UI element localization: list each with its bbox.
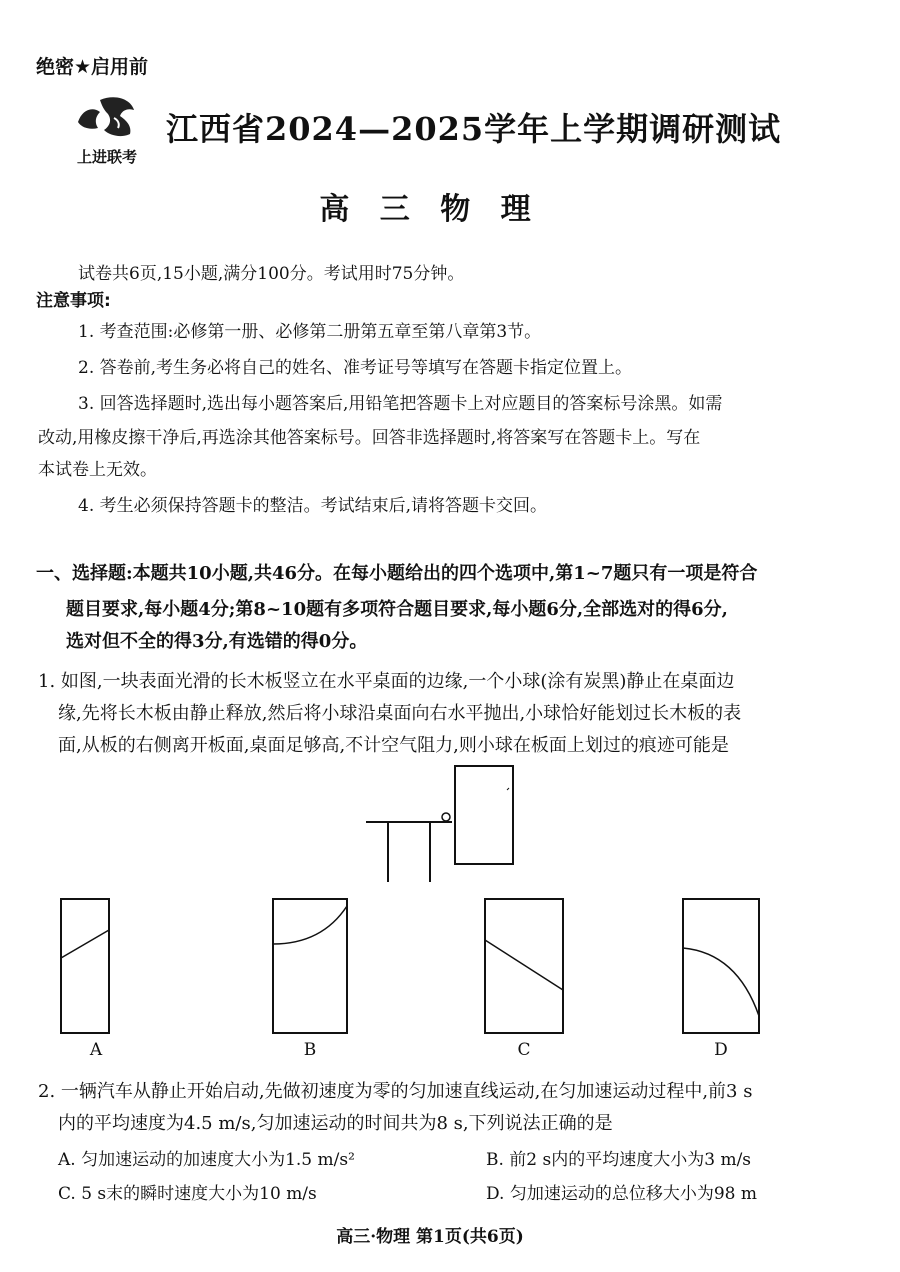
- option-a-label: A: [89, 1040, 103, 1060]
- option-b-label: B: [303, 1040, 317, 1060]
- notice-item: 3. 回答选择题时,选出每小题答案后,用铅笔把答题卡上对应题目的答案标号涂黑。如需: [78, 394, 723, 414]
- question-2-option-a: A. 匀加速运动的加速度大小为1.5 m/s²: [58, 1150, 355, 1170]
- option-c-label: C: [517, 1040, 531, 1060]
- question-1-text: 1. 如图,一块表面光滑的长木板竖立在水平桌面的边缘,一个小球(涂有炭黑)静止在桌面边: [38, 671, 735, 692]
- question-2-option-b: B. 前2 s内的平均速度大小为3 m/s: [486, 1150, 752, 1170]
- option-d-label: D: [714, 1040, 728, 1060]
- section-heading: 一、选择题:本题共10小题,共46分。在每小题给出的四个选项中,第1~7题只有一项是符合: [36, 563, 758, 584]
- section-heading-line: 题目要求,每小题4分;第8~10题有多项符合题目要求,每小题6分,全部选对的得6分,: [66, 599, 728, 620]
- logo-text: 上进联考: [77, 148, 138, 166]
- page-footer: 高三·物理 第1页(共6页): [336, 1227, 524, 1247]
- option-c-diagram: [484, 898, 564, 1034]
- question-1-text: 面,从板的右侧离开板面,桌面足够高,不计空气阻力,则小球在板面上划过的痕迹可能是: [58, 735, 729, 756]
- exam-title: 江西省2024—2025学年上学期调研测试: [166, 110, 782, 148]
- question-2-option-d: D. 匀加速运动的总位移大小为98 m: [486, 1184, 757, 1204]
- question-2-text: 内的平均速度为4.5 m/s,匀加速运动的时间共为8 s,下列说法正确的是: [58, 1113, 613, 1134]
- table-board-diagram: [360, 760, 540, 885]
- notice-item: 2. 答卷前,考生务必将自己的姓名、准考证号等填写在答题卡指定位置上。: [78, 358, 633, 378]
- option-a-diagram: [60, 898, 110, 1034]
- question-2-option-c: C. 5 s末的瞬时速度大小为10 m/s: [58, 1184, 317, 1204]
- question-2-text: 2. 一辆汽车从静止开始启动,先做初速度为零的匀加速直线运动,在匀加速运动过程中,前3 s: [38, 1081, 753, 1102]
- notice-item: 本试卷上无效。: [38, 460, 157, 480]
- question-1-text: 缘,先将长木板由静止释放,然后将小球沿桌面向右水平抛出,小球恰好能划过长木板的表: [58, 703, 742, 724]
- exam-logo-icon: [70, 92, 150, 144]
- confidential-mark: 绝密★启用前: [36, 56, 149, 78]
- section-heading-line: 选对但不全的得3分,有选错的得0分。: [66, 631, 368, 652]
- notice-title: 注意事项:: [36, 291, 111, 311]
- subject-title: 高 三 物 理: [319, 192, 541, 227]
- notice-item: 4. 考生必须保持答题卡的整洁。考试结束后,请将答题卡交回。: [78, 496, 548, 516]
- exam-intro: 试卷共6页,15小题,满分100分。考试用时75分钟。: [78, 264, 465, 284]
- option-b-diagram: [272, 898, 348, 1034]
- notice-item: 改动,用橡皮擦干净后,再选涂其他答案标号。回答非选择题时,将答案写在答题卡上。写在: [38, 428, 701, 448]
- notice-item: 1. 考查范围:必修第一册、必修第二册第五章至第八章第3节。: [78, 322, 542, 342]
- option-d-diagram: [682, 898, 760, 1034]
